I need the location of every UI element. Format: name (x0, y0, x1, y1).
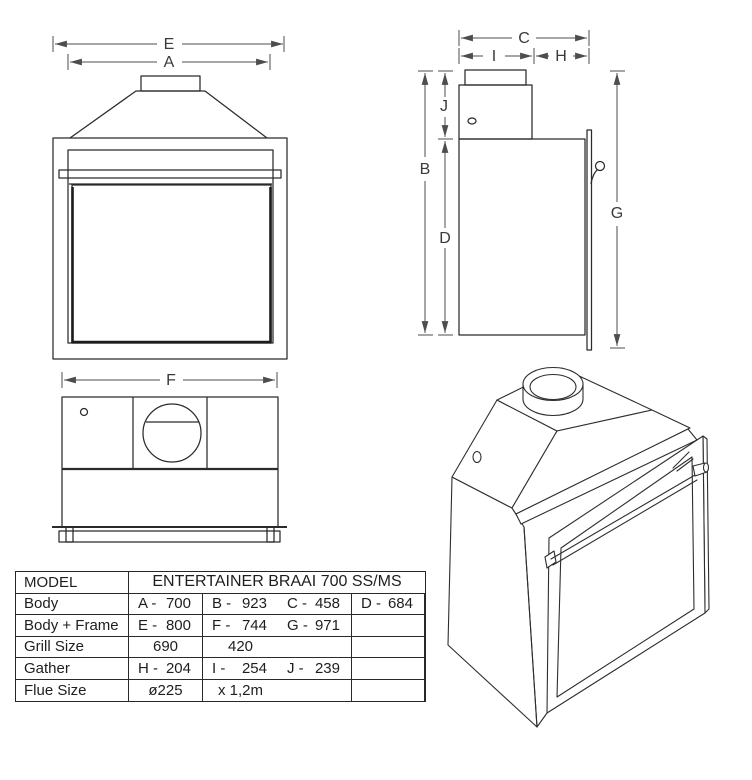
side-gather (459, 85, 532, 139)
table-cell: I - 254 (203, 658, 278, 680)
isometric-view (448, 368, 709, 728)
table-cell (352, 658, 425, 680)
row-label-flue-size: Flue Size (16, 680, 129, 702)
dim-label-A: A (163, 54, 175, 71)
table-cell: G - 971 (278, 615, 352, 637)
front-flue-collar (141, 76, 200, 91)
front-opening (72, 185, 271, 343)
front-frame (68, 150, 273, 343)
table-cell: F - 744 (203, 615, 278, 637)
row-label-grill-size: Grill Size (16, 637, 129, 659)
table-cell (352, 615, 425, 637)
table-cell: B - 923 (203, 594, 278, 616)
dim-label-J: J (440, 98, 448, 115)
table-header-model-value: ENTERTAINER BRAAI 700 SS/MS (129, 572, 425, 594)
side-gather-hole (468, 118, 476, 124)
dim-label-D: D (439, 230, 451, 247)
row-label-body: Body (16, 594, 129, 616)
top-grill-bar (59, 531, 280, 542)
front-gather (70, 91, 267, 138)
table-cell: x 1,2m (217, 681, 263, 699)
row-label-body-frame: Body + Frame (16, 615, 129, 637)
top-small-hole (81, 409, 88, 416)
table-cell: 420 (203, 637, 278, 659)
side-flue-collar (465, 70, 526, 85)
front-body (53, 138, 287, 359)
dim-label-F: F (166, 372, 176, 389)
top-flue-hole (143, 404, 201, 462)
front-grill-bar (59, 170, 281, 178)
table-cell: D - 684 (352, 594, 425, 616)
dim-label-B: B (419, 161, 431, 178)
table-header-model: MODEL (16, 572, 129, 594)
side-body (459, 139, 585, 335)
dim-label-I: I (491, 48, 497, 65)
dim-label-H: H (555, 48, 567, 65)
row-label-gather: Gather (16, 658, 129, 680)
table-cell (278, 637, 352, 659)
table-cell: J - 239 (278, 658, 352, 680)
dim-label-E: E (163, 36, 175, 53)
table-cell: 690 (129, 637, 203, 659)
table-cell (352, 680, 425, 702)
table-cell: H - 204 (129, 658, 203, 680)
side-handle (596, 162, 605, 171)
table-cell: A - 700 (129, 594, 203, 616)
side-view (418, 30, 625, 350)
top-view (52, 372, 287, 542)
table-cell (352, 637, 425, 659)
side-frame-plate (587, 130, 592, 350)
dim-label-G: G (610, 205, 624, 222)
front-view (53, 36, 287, 359)
table-cell: E - 800 (129, 615, 203, 637)
table-cell: C - 458 (278, 594, 352, 616)
table-cell (278, 680, 352, 702)
spec-table (15, 571, 426, 702)
table-cell: ø225 (129, 680, 203, 702)
dim-label-C: C (518, 30, 530, 47)
